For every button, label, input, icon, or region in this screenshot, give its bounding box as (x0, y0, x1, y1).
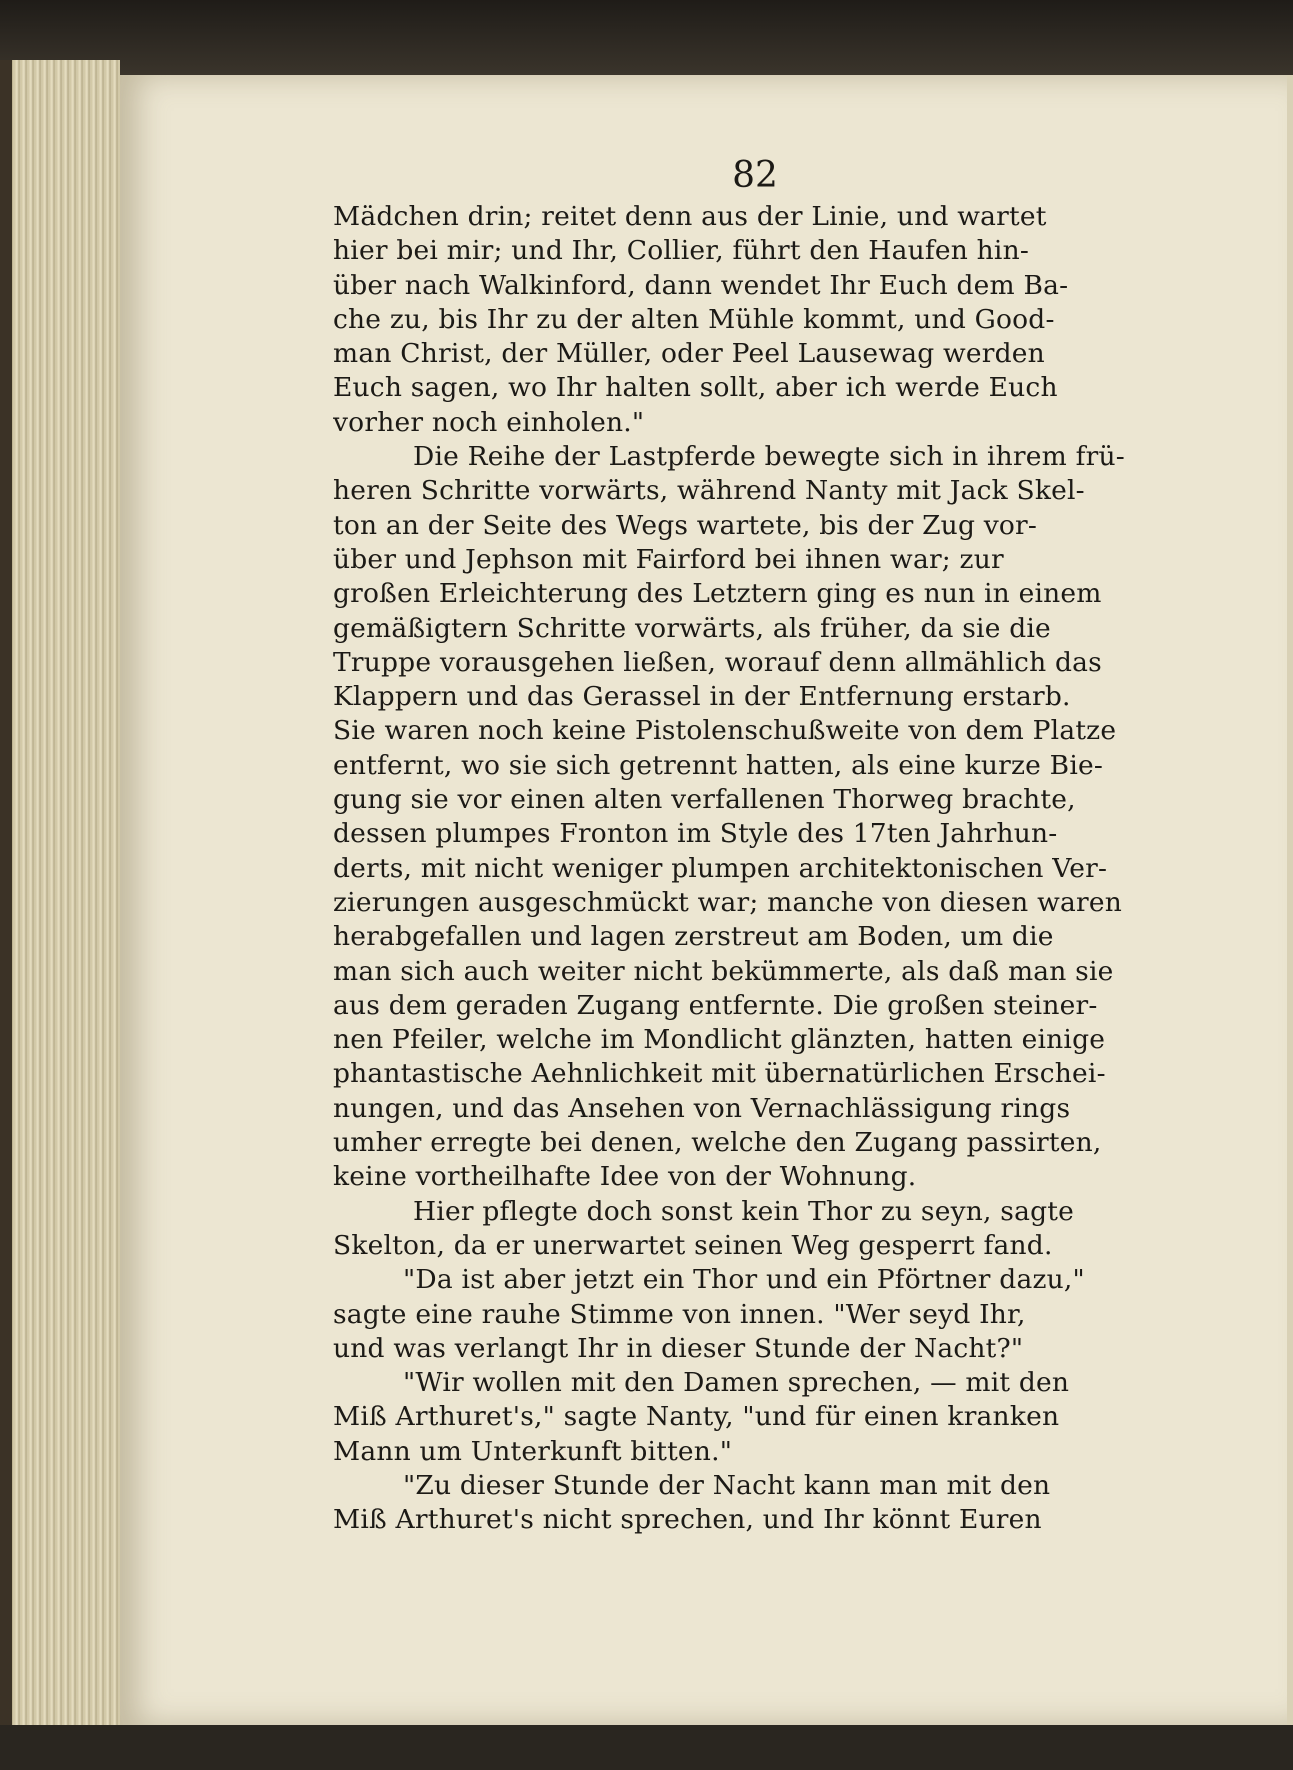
text-line: Miß Arthuret's nicht sprechen, und Ihr könnt Euren (333, 1504, 1042, 1536)
text-line: man Christ, der Müller, oder Peel Lausewag werden (333, 338, 1045, 370)
text-line: über nach Walkinford, dann wendet Ihr Euch dem Ba- (333, 269, 1069, 301)
text-line: hier bei mir; und Ihr, Collier, führt den Haufen hin- (333, 235, 1030, 267)
text-line: man sich auch weiter nicht bekümmerte, als daß man sie (333, 955, 1114, 987)
text-line: phantastische Aehnlichkeit mit übernatürlichen Erschei- (333, 1058, 1106, 1090)
text-line: che zu, bis Ihr zu der alten Mühle kommt, und Good- (333, 303, 1055, 335)
text-line: und was verlangt Ihr in dieser Stunde der Nacht?" (333, 1332, 1024, 1364)
text-line: großen Erleichterung des Letztern ging es nun in einem (333, 578, 1102, 610)
text-line: Hier pflegte doch sonst kein Thor zu seyn, sagte (413, 1195, 1074, 1227)
text-line: Klappern und das Gerassel in der Entfernung erstarb. (333, 681, 1071, 713)
text-line: Sie waren noch keine Pistolenschußweite von dem Platze (333, 715, 1117, 747)
binding-shadow-top (0, 0, 1293, 75)
text-line: Skelton, da er unerwartet seinen Weg gesperrt fand. (333, 1229, 1053, 1261)
text-line: vorher noch einholen." (333, 406, 645, 438)
text-line: Euch sagen, wo Ihr halten sollt, aber ich werde Euch (333, 372, 1058, 404)
text-line: Truppe vorausgehen ließen, worauf denn allmählich das (333, 646, 1102, 678)
text-line: nen Pfeiler, welche im Mondlicht glänzten, hatten einige (333, 1024, 1106, 1056)
text-line: zierungen ausgeschmückt war; manche von diesen waren (333, 886, 1122, 918)
text-line: dessen plumpes Fronton im Style des 17ten Jahrhun- (333, 818, 1058, 850)
page-number: 82 (732, 155, 778, 196)
text-line: Die Reihe der Lastpferde bewegte sich in ihrem frü- (413, 441, 1125, 473)
page-stack-edge (0, 60, 120, 1740)
page-right-edge (1287, 75, 1293, 1725)
text-line: umher erregte bei denen, welche den Zugang passirten, (333, 1127, 1102, 1159)
text-line: Miß Arthuret's," sagte Nanty, "und für einen kranken (333, 1401, 1060, 1433)
body-text (333, 200, 1168, 1538)
text-line: ton an der Seite des Wegs wartete, bis der Zug vor- (333, 509, 1038, 541)
binding-shadow-bottom (0, 1725, 1293, 1770)
text-line: entfernt, wo sie sich getrennt hatten, als eine kurze Bie- (333, 749, 1104, 781)
text-line: "Da ist aber jetzt ein Thor und ein Pförtner dazu," (403, 1264, 1085, 1296)
text-line: über und Jephson mit Fairford bei ihnen war; zur (333, 543, 1004, 575)
text-line: gemäßigtern Schritte vorwärts, als früher, da sie die (333, 612, 1051, 644)
text-line: Mädchen drin; reitet denn aus der Linie, und wartet (333, 201, 1047, 232)
text-line: derts, mit nicht weniger plumpen architektonischen Ver- (333, 852, 1108, 884)
book-cover-edge (0, 60, 12, 1740)
text-line: keine vortheilhafte Idee von der Wohnung. (333, 1161, 917, 1193)
text-line: "Zu dieser Stunde der Nacht kann man mit den (403, 1469, 1051, 1501)
text-line: "Wir wollen mit den Damen sprechen, — mit den (403, 1367, 1070, 1399)
text-line: herabgefallen und lagen zerstreut am Boden, um die (333, 921, 1054, 953)
text-line: Mann um Unterkunft bitten." (333, 1435, 733, 1467)
text-line: nungen, und das Ansehen von Vernachlässigung rings (333, 1092, 1071, 1124)
text-line: sagte eine rauhe Stimme von innen. "Wer seyd Ihr, (333, 1298, 1026, 1330)
text-line: heren Schritte vorwärts, während Nanty mit Jack Skel- (333, 475, 1085, 507)
text-line: aus dem geraden Zugang entfernte. Die großen steiner- (333, 989, 1098, 1021)
text-line: gung sie vor einen alten verfallenen Thorweg brachte, (333, 784, 1076, 816)
